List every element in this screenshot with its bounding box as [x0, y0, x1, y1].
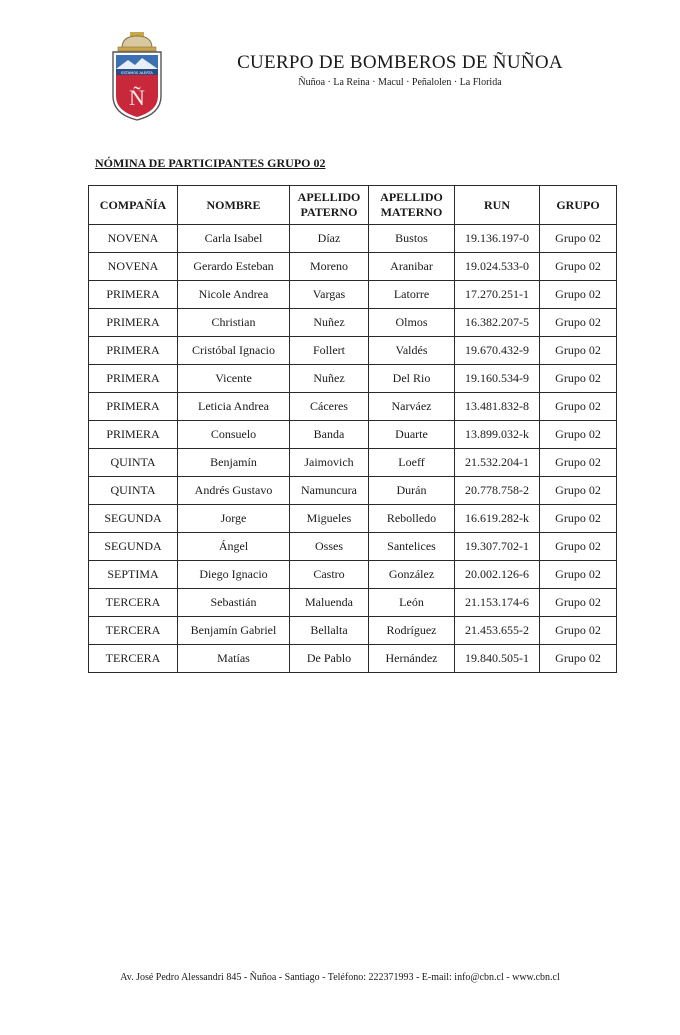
- table-row: [89, 253, 617, 281]
- cell-run: 19.670.432-9: [455, 337, 540, 365]
- cell-compania: TERCERA: [89, 617, 178, 645]
- cell-compania: PRIMERA: [89, 421, 178, 449]
- cell-grupo: Grupo 02: [540, 337, 617, 365]
- column-header-run: RUN: [455, 186, 540, 225]
- column-header-grupo: GRUPO: [540, 186, 617, 225]
- table-row: [89, 617, 617, 645]
- cell-run: 19.024.533-0: [455, 253, 540, 281]
- cell-apellido-materno: Aranibar: [369, 253, 455, 281]
- cell-grupo: Grupo 02: [540, 645, 617, 673]
- table-row: [89, 533, 617, 561]
- crest-letter: Ñ: [129, 85, 145, 110]
- cell-grupo: Grupo 02: [540, 365, 617, 393]
- cell-nombre: Benjamín: [178, 449, 290, 477]
- cell-compania: PRIMERA: [89, 337, 178, 365]
- cell-compania: PRIMERA: [89, 393, 178, 421]
- cell-nombre: Ángel: [178, 533, 290, 561]
- cell-apellido-paterno: Follert: [290, 337, 369, 365]
- cell-apellido-materno: Rebolledo: [369, 505, 455, 533]
- cell-apellido-paterno: Migueles: [290, 505, 369, 533]
- cell-nombre: Diego Ignacio: [178, 561, 290, 589]
- cell-apellido-paterno: Nuñez: [290, 309, 369, 337]
- cell-nombre: Jorge: [178, 505, 290, 533]
- cell-nombre: Christian: [178, 309, 290, 337]
- cell-grupo: Grupo 02: [540, 477, 617, 505]
- cell-grupo: Grupo 02: [540, 589, 617, 617]
- footer-contact: Av. José Pedro Alessandri 845 - Ñuñoa - Santiago - Teléfono: 222371993 - E-mail: info@cbn.cl - www.cbn.cl: [120, 972, 560, 983]
- cell-compania: SEGUNDA: [89, 505, 178, 533]
- cell-nombre: Gerardo Esteban: [178, 253, 290, 281]
- cell-compania: PRIMERA: [89, 365, 178, 393]
- cell-run: 19.307.702-1: [455, 533, 540, 561]
- cell-run: 19.840.505-1: [455, 645, 540, 673]
- column-header-apellido-paterno: APELLIDO PATERNO: [290, 186, 369, 225]
- cell-apellido-materno: Hernández: [369, 645, 455, 673]
- cell-apellido-paterno: Castro: [290, 561, 369, 589]
- cell-compania: NOVENA: [89, 225, 178, 253]
- cell-apellido-materno: Latorre: [369, 281, 455, 309]
- cell-grupo: Grupo 02: [540, 533, 617, 561]
- cell-apellido-paterno: Cáceres: [290, 393, 369, 421]
- table-row: [89, 309, 617, 337]
- cell-apellido-paterno: Jaimovich: [290, 449, 369, 477]
- cell-run: 21.453.655-2: [455, 617, 540, 645]
- cell-nombre: Andrés Gustavo: [178, 477, 290, 505]
- table-row: [89, 337, 617, 365]
- cell-grupo: Grupo 02: [540, 309, 617, 337]
- cell-apellido-materno: Narváez: [369, 393, 455, 421]
- table-row: [89, 505, 617, 533]
- cell-run: 21.532.204-1: [455, 449, 540, 477]
- table-body: [89, 225, 617, 673]
- cell-nombre: Vicente: [178, 365, 290, 393]
- cell-apellido-materno: León: [369, 589, 455, 617]
- cell-grupo: Grupo 02: [540, 421, 617, 449]
- cell-compania: TERCERA: [89, 645, 178, 673]
- cell-apellido-paterno: Maluenda: [290, 589, 369, 617]
- table-header-row: [89, 186, 617, 225]
- table-row: [89, 281, 617, 309]
- cell-compania: TERCERA: [89, 589, 178, 617]
- cell-apellido-paterno: De Pablo: [290, 645, 369, 673]
- cell-apellido-materno: Olmos: [369, 309, 455, 337]
- cell-compania: PRIMERA: [89, 309, 178, 337]
- cell-run: 19.160.534-9: [455, 365, 540, 393]
- cell-apellido-paterno: Osses: [290, 533, 369, 561]
- cell-run: 20.778.758-2: [455, 477, 540, 505]
- cell-compania: PRIMERA: [89, 281, 178, 309]
- organization-name: CUERPO DE BOMBEROS DE ÑUÑOA: [237, 52, 563, 73]
- cell-grupo: Grupo 02: [540, 281, 617, 309]
- cell-apellido-paterno: Nuñez: [290, 365, 369, 393]
- cell-apellido-materno: Loeff: [369, 449, 455, 477]
- cell-grupo: Grupo 02: [540, 253, 617, 281]
- organization-communes: Ñuñoa · La Reina · Macul · Peñalolen · La Florida: [298, 77, 502, 88]
- column-header-nombre: NOMBRE: [178, 186, 290, 225]
- cell-apellido-materno: Durán: [369, 477, 455, 505]
- cell-apellido-materno: Duarte: [369, 421, 455, 449]
- cell-apellido-materno: Bustos: [369, 225, 455, 253]
- cell-nombre: Nicole Andrea: [178, 281, 290, 309]
- cell-apellido-paterno: Bellalta: [290, 617, 369, 645]
- cell-run: 17.270.251-1: [455, 281, 540, 309]
- cell-apellido-paterno: Moreno: [290, 253, 369, 281]
- cell-grupo: Grupo 02: [540, 225, 617, 253]
- crest-motto: ESTAMOS ALERTA: [121, 70, 153, 75]
- cell-run: 13.899.032-k: [455, 421, 540, 449]
- table-row: [89, 365, 617, 393]
- cell-compania: NOVENA: [89, 253, 178, 281]
- cell-apellido-paterno: Banda: [290, 421, 369, 449]
- cell-nombre: Cristóbal Ignacio: [178, 337, 290, 365]
- cell-apellido-materno: González: [369, 561, 455, 589]
- cell-grupo: Grupo 02: [540, 561, 617, 589]
- cell-apellido-materno: Valdés: [369, 337, 455, 365]
- cell-grupo: Grupo 02: [540, 393, 617, 421]
- cell-apellido-materno: Rodríguez: [369, 617, 455, 645]
- cell-apellido-materno: Del Rio: [369, 365, 455, 393]
- table-row: [89, 589, 617, 617]
- table-row: [89, 645, 617, 673]
- cell-apellido-paterno: Díaz: [290, 225, 369, 253]
- cell-nombre: Consuelo: [178, 421, 290, 449]
- cell-compania: QUINTA: [89, 449, 178, 477]
- cell-compania: SEPTIMA: [89, 561, 178, 589]
- cell-nombre: Carla Isabel: [178, 225, 290, 253]
- cell-run: 20.002.126-6: [455, 561, 540, 589]
- cell-nombre: Benjamín Gabriel: [178, 617, 290, 645]
- cell-apellido-materno: Santelices: [369, 533, 455, 561]
- table-row: [89, 477, 617, 505]
- document-title: NÓMINA DE PARTICIPANTES GRUPO 02: [95, 156, 326, 170]
- table-row: [89, 225, 617, 253]
- cell-nombre: Matías: [178, 645, 290, 673]
- cell-run: 16.619.282-k: [455, 505, 540, 533]
- column-header-apellido-materno: APELLIDO MATERNO: [369, 186, 455, 225]
- table-row: [89, 561, 617, 589]
- column-header-compania: COMPAÑÍA: [89, 186, 178, 225]
- cell-compania: QUINTA: [89, 477, 178, 505]
- cell-run: 16.382.207-5: [455, 309, 540, 337]
- table-row: [89, 421, 617, 449]
- cell-nombre: Sebastián: [178, 589, 290, 617]
- cell-grupo: Grupo 02: [540, 505, 617, 533]
- cell-nombre: Leticia Andrea: [178, 393, 290, 421]
- cell-run: 21.153.174-6: [455, 589, 540, 617]
- participants-table: [88, 185, 617, 673]
- fire-department-crest-icon: [108, 30, 166, 122]
- cell-apellido-paterno: Vargas: [290, 281, 369, 309]
- cell-run: 13.481.832-8: [455, 393, 540, 421]
- cell-grupo: Grupo 02: [540, 449, 617, 477]
- cell-apellido-paterno: Namuncura: [290, 477, 369, 505]
- table-row: [89, 393, 617, 421]
- cell-run: 19.136.197-0: [455, 225, 540, 253]
- cell-compania: SEGUNDA: [89, 533, 178, 561]
- cell-grupo: Grupo 02: [540, 617, 617, 645]
- table-row: [89, 449, 617, 477]
